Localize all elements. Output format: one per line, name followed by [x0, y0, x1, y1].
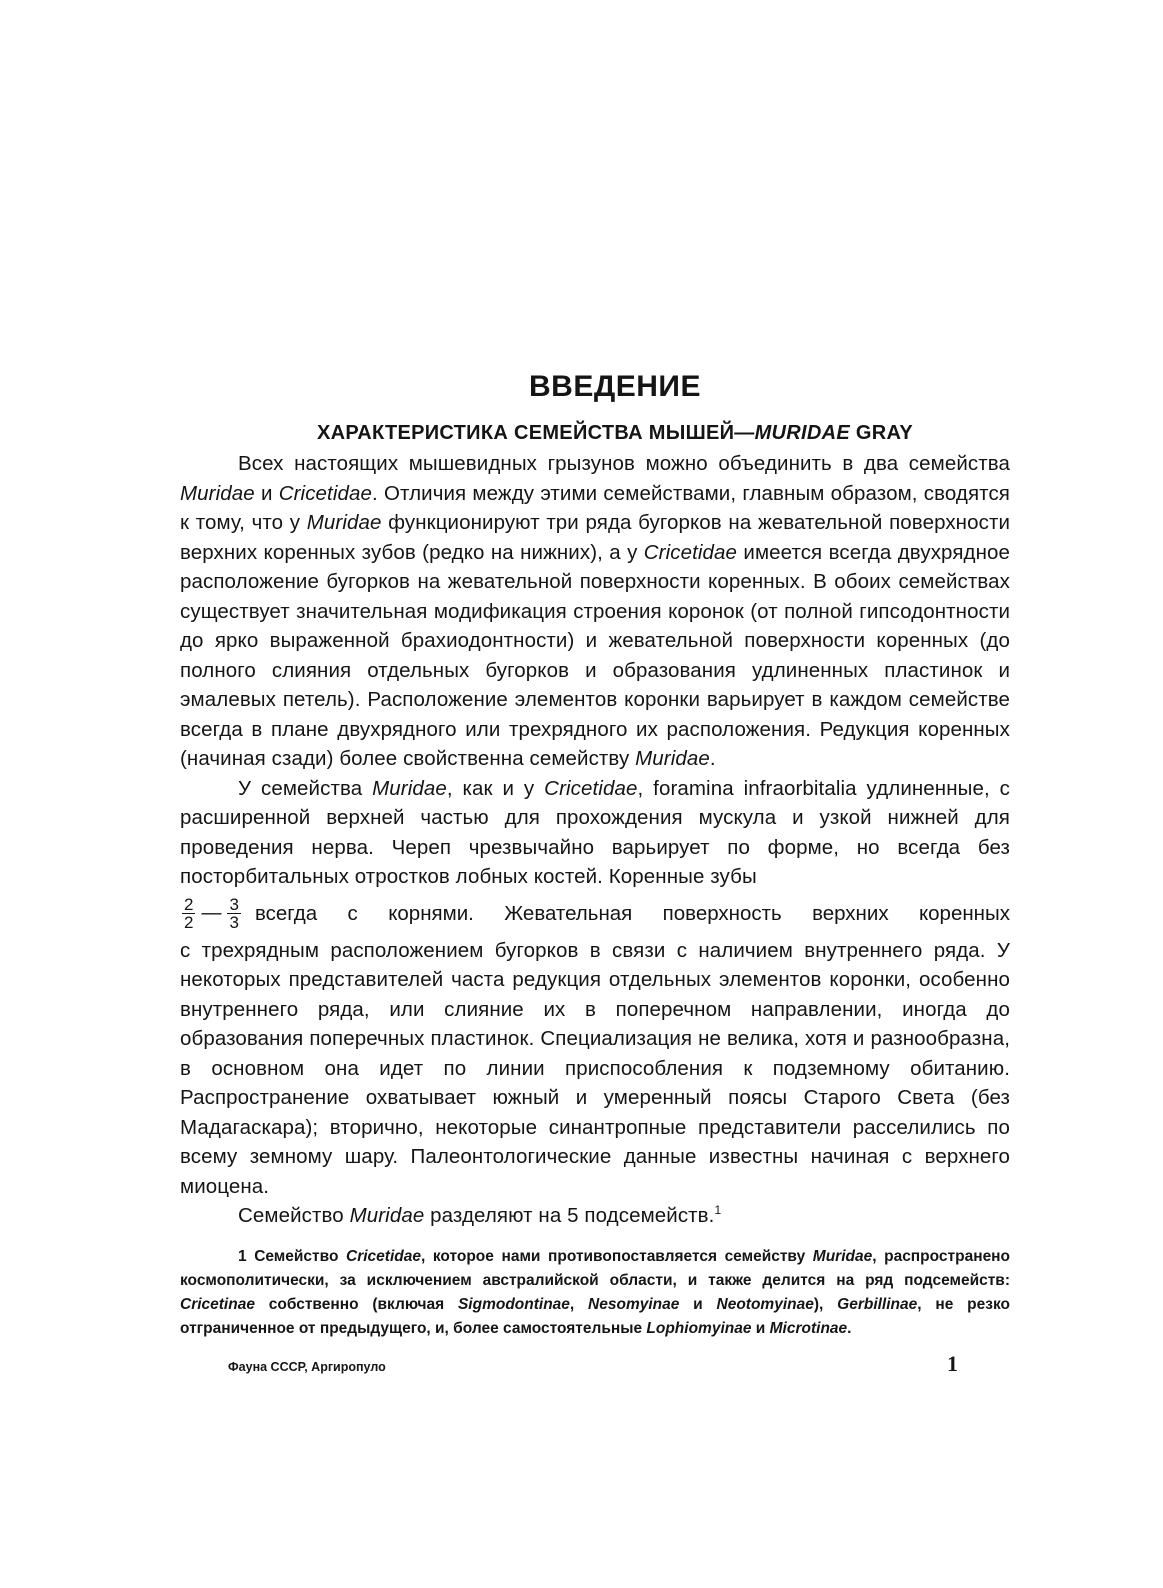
section-title-latin: MURIDAE	[754, 422, 851, 444]
page-number: 1	[947, 1350, 958, 1376]
teeth-fraction-1	[182, 896, 195, 931]
paragraph-2	[180, 774, 1010, 892]
paragraph-1-text: . Отличия между этими семействами, главным образом, сводятся к тому, что у	[180, 481, 1010, 534]
paragraph-1-text: функционируют три ряда бугорков на жевательной поверхности верхних коренных зубов (редко на нижних), а у	[180, 511, 1010, 564]
paragraph-1-text: Всех настоящих мышевидных грызунов можно объединить в два семейства	[238, 452, 1010, 475]
footnote-text: , распространено космополитически, за исключением австралийской области, и также делится на ряд подсемейств:	[180, 1247, 1011, 1289]
footnote-text: собственно (включая	[254, 1295, 458, 1313]
footer-signature: Фауна СССР, Аргиропуло	[228, 1359, 386, 1374]
paragraph-2-text: , foramina infraorbitalia удлиненные, с расширенной верхней частью для прохождения мускула и узкой нижней для проведения нерва. Череп чрезвычайно варьирует по форме, но всегда без посторбитальных отростков лобных костей. Коренные зубы	[180, 776, 1010, 888]
fraction-dash: —	[201, 901, 222, 924]
paragraph-1-text: имеется всегда двухрядное расположение бугорков на жевательной поверхности коренных. В обоих семействах существует значительная модификация строения коронок (от полной гипсодонтности до ярко выраженной брахиодонтности) и жевательной поверхности коренных (до полного слияния отдельных бугорков и образования удлиненных пластинок и эмалевых петель). Расположение элементов коронки варьирует в каждом семействе всегда в плане двухрядного или трехрядного их расположения. Редукция коренных (начиная сзади) более свойственна семейству	[180, 540, 1010, 770]
taxon-name: Cricetinae	[180, 1295, 255, 1313]
footnote	[180, 1245, 1010, 1341]
taxon-name: Muridae	[306, 511, 382, 534]
page-footer	[180, 1351, 1010, 1377]
taxon-name: Nesomyinae	[588, 1295, 680, 1313]
taxon-name: Cricetidae	[278, 481, 373, 505]
taxon-name: Cricetidae	[544, 776, 638, 800]
fraction-numerator: 2	[184, 895, 194, 914]
taxon-name: Muridae	[372, 776, 447, 800]
teeth-formula-line	[180, 892, 1010, 936]
footnote-text: и	[751, 1319, 770, 1337]
taxon-name: Cricetidae	[346, 1247, 421, 1265]
paragraph-3-text: Семейство	[238, 1204, 350, 1227]
paragraph-1-text: .	[709, 747, 716, 770]
footnote-text: , не резко отграниченное от предыдущего, и, более самостоятельные	[180, 1295, 1010, 1337]
fraction-denominator: 2	[184, 913, 194, 932]
section-title-author: GRAY	[855, 422, 914, 444]
paragraph-3-text: разделяют на 5 подсемейств.	[424, 1204, 715, 1227]
taxon-name: Muridae	[180, 481, 255, 505]
footnote-text: и	[679, 1295, 717, 1313]
footnote-mark: 1	[238, 1247, 247, 1265]
footnote-text: .	[847, 1319, 852, 1337]
footnote-reference: 1	[714, 1203, 722, 1218]
paragraph-2-text: , как и у	[446, 776, 545, 800]
fraction-numerator: 3	[229, 895, 239, 914]
footnote-text: , которое нами противопоставляется семейству	[420, 1247, 813, 1265]
taxon-name: Sigmodontinae	[457, 1295, 570, 1313]
paragraph-1	[180, 449, 1010, 774]
taxon-name: Muridae	[349, 1204, 425, 1227]
footnote-text: Семейство	[246, 1247, 347, 1265]
paragraph-2-continued: с трехрядным расположением бугорков в связи с наличием внутреннего ряда. У некоторых представителей часта редукция отдельных элементов коронки, особенно внутреннего ряда, или слияние их в поперечном направлении, иногда до образования поперечных пластинок. Специализация не велика, хотя и разнообразна, в основном она идет по линии приспособления к подземному обитанию. Распространение охватывает южный и умеренный поясы Старого Света (без Мадагаскара); вторично, некоторые синантропные представители расселились по всему земному шару. Палеонтологические данные известны начиная с верхнего миоцена.	[180, 938, 1010, 1198]
section-title	[180, 422, 1010, 445]
taxon-name: Cricetidae	[643, 540, 738, 564]
paragraph-2-text: У семейства	[238, 776, 373, 800]
teeth-formula-text: всегда с корнями. Жевательная поверхность верхних коренных	[254, 901, 1010, 925]
chapter-title: ВВЕДЕНИЕ	[529, 370, 701, 403]
footnote-text: ,	[569, 1295, 589, 1313]
section-title-text: ХАРАКТЕРИСТИКА СЕМЕЙСТВА МЫШЕЙ—	[316, 422, 755, 444]
taxon-name: Lophiomyinae	[646, 1319, 752, 1337]
taxon-name: Microtinae	[769, 1319, 848, 1337]
footnote-text: ),	[813, 1295, 838, 1313]
teeth-fraction-2	[227, 896, 240, 931]
taxon-name: Muridae	[812, 1247, 873, 1265]
paragraph-3	[180, 1201, 1010, 1231]
fraction-denominator: 3	[229, 913, 239, 932]
text-block	[180, 360, 1010, 1377]
taxon-name: Gerbillinae	[837, 1295, 918, 1313]
taxon-name: Neotomyinae	[716, 1295, 814, 1313]
paragraph-1-text: и	[254, 481, 279, 505]
taxon-name: Muridae	[635, 747, 710, 770]
